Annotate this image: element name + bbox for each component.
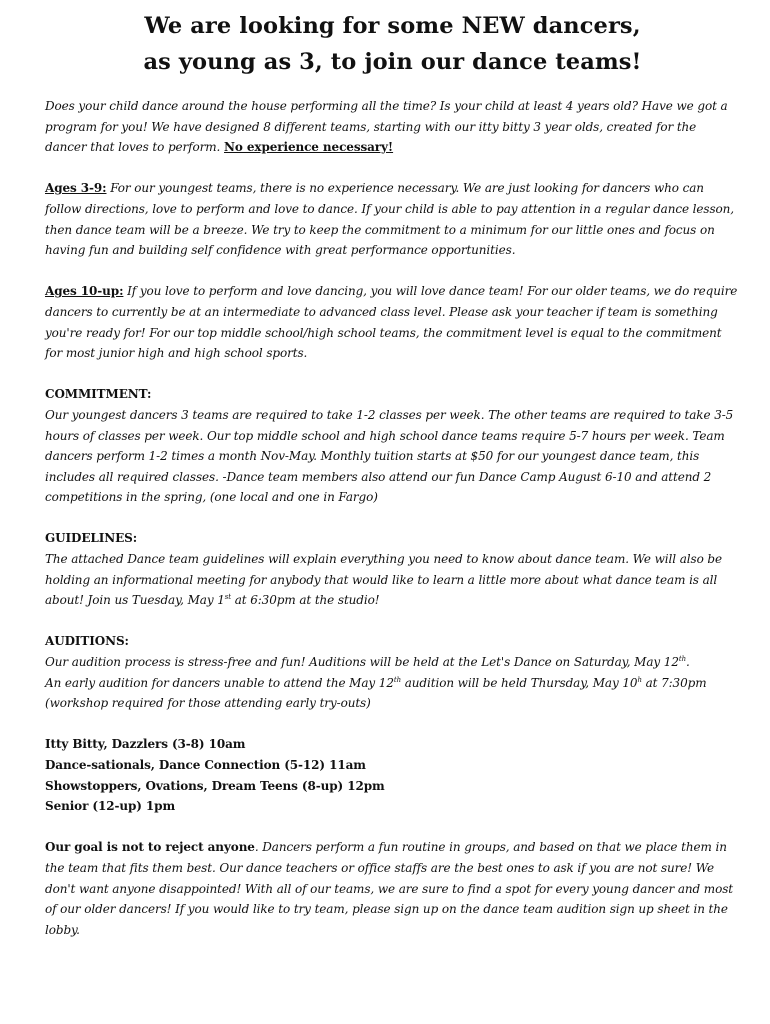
ages-young-paragraph [45,178,740,260]
guidelines-heading: GUIDELINES: [45,531,138,546]
auditions-heading: AUDITIONS: [45,634,129,649]
auditions-line-1-end: . [686,655,690,670]
guidelines-text-end: at 6:30pm at the studio! [231,593,380,608]
auditions-line-2b: audition will be held Thursday, May 10 [401,675,638,690]
guidelines-section [45,528,740,610]
flyer-body [45,96,740,940]
intro-text: Does your child dance around the house performing all the time? Is your child at least 4 years old? Have we got a program for you! We have designed 8 different teams, starting with our itty bitty 3 year olds, created for the dancer that loves to perform. [45,99,728,155]
auditions-line-2a: An early audition for dancers unable to attend the May 12 [45,675,394,690]
goal-text: . Dancers perform a fun routine in groups, and based on that we place them in the team that fits them best. Our dance teachers or office staffs are the best ones to ask if you are not sure! We don't want anyone disappointed! With all of our teams, we are sure to find a spot for every young dancer and most of our older dancers! If you would like to try team, please sign up on the dance team audition sign up sheet in the lobby. [45,840,733,937]
auditions-line-2c: at 7:30pm [641,675,707,690]
title-line-1: We are looking for some NEW dancers, [144,13,641,39]
audition-schedule [45,734,740,816]
schedule-item-dance-sationals: Dance-sationals, Dance Connection (5-12) 11am [45,758,366,772]
auditions-date-suffix-1: th [678,655,686,664]
auditions-line-1: Our audition process is stress-free and fun! Auditions will be held at the Let's Dance on Saturday, May 12 [45,655,679,670]
no-experience-emphasis: No experience necessary! [224,140,394,155]
commitment-section [45,384,740,508]
auditions-line-3: (workshop required for those attending early try-outs) [45,696,371,711]
schedule-item-senior: Senior (12-up) 1pm [45,799,176,814]
ages-young-text: For our youngest teams, there is no experience necessary. We are just looking for dancers who can follow directions, love to perform and love to dance. If your child is able to pay attention in a regular dance lesson, then dance team will be a breeze. We try to keep the commitment to a minimum for our little ones and focus on having fun and building self confidence with great performance opportunities. [45,181,734,258]
guidelines-date-suffix: st [224,593,231,602]
schedule-item-showstoppers: Showstoppers, Ovations, Dream Teens (8-up) 12pm [45,778,385,793]
commitment-text: Our youngest dancers 3 teams are required to take 1-2 classes per week. The other teams are required to take 3-5 hours of classes per week. Our top middle school and high school dance teams require 5-7 hours per week. Team dancers perform 1-2 times a month Nov-May. Monthly tuition starts at $50 for our youngest dance team, this includes all required classes. -Dance team members also attend our fun Dance Camp August 6-10 and attend 2 competitions in the spring, (one local and one in Fargo) [45,407,734,505]
auditions-date-suffix-3: h [637,675,642,684]
auditions-section [45,631,740,713]
ages-old-text: If you love to perform and love dancing, you will love dance team! For our older teams, we do require dancers to currently be at an intermediate to advanced class level. Please ask your teacher if team is something you're ready for! For our top middle school/high school teams, the commitment level is equal to the commitment for most junior high and high school sports. [45,284,738,361]
goal-paragraph [45,837,740,940]
flyer-page [45,8,740,961]
guidelines-text: The attached Dance team guidelines will explain everything you need to know about dance team. We will also be holding an informational meeting for anybody that would like to learn a little more about what dance team is all about! Join us Tuesday, May 1 [45,552,723,608]
commitment-heading: COMMITMENT: [45,387,152,402]
ages-old-paragraph [45,281,740,363]
ages-young-label: Ages 3-9: [45,181,107,196]
schedule-item-itty-bitty: Itty Bitty, Dazzlers (3-8) 10am [45,737,246,752]
goal-emphasis: Our goal is not to reject anyone [45,840,255,855]
auditions-date-suffix-2: th [393,675,402,684]
flyer-title [45,8,740,80]
ages-old-label: Ages 10-up: [45,284,124,299]
title-line-2: as young as 3, to join our dance teams! [143,49,642,75]
intro-paragraph [45,96,740,158]
